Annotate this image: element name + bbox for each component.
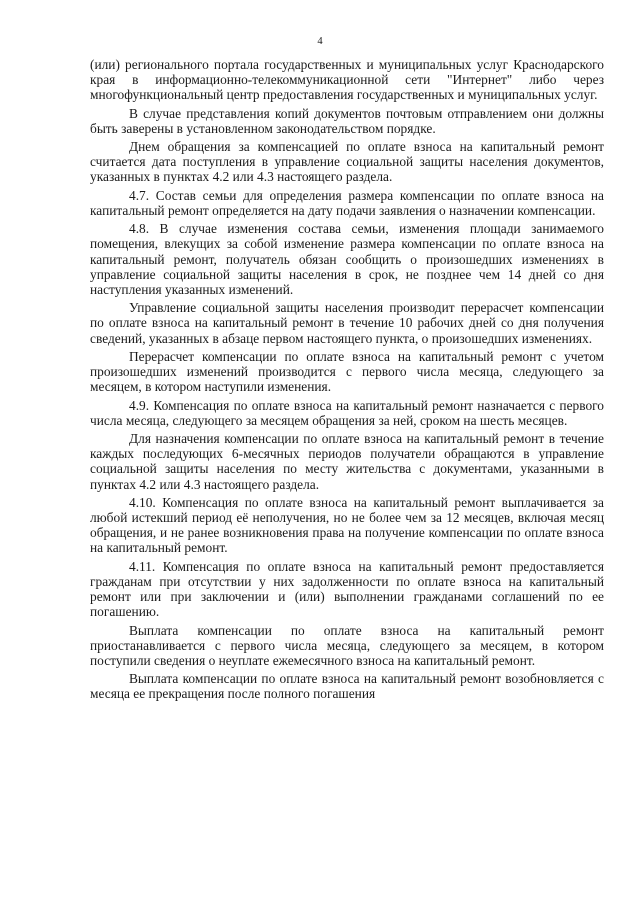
paragraph-4-9: 4.9. Компенсация по оплате взноса на капитальный ремонт назначается с первого числа месяца, следующего за месяцем обращения за ней, сроком на шесть месяцев. — [90, 397, 604, 428]
paragraph-recalculation-deadline: Управление социальной защиты населения производит перерасчет компенсации по оплате взноса на капитальный ремонт в течение 10 рабочих дней со дня получения сведений, указанных в абзаце первом настоящего пункта, о произошедших изменениях. — [90, 300, 604, 346]
paragraph-subsequent-periods: Для назначения компенсации по оплате взноса на капитальный ремонт в течение каждых последующих 6-месячных периодов получатели обращаются в управление социальной защиты населения по месту жительства с документами, указанными в пунктах 4.2 или 4.3 настоящего раздела. — [90, 431, 604, 492]
paragraph-continuation: (или) регионального портала государственных и муниципальных услуг Краснодарского края в информационно-телекоммуникационной сети "Интернет" либо через многофункциональный центр предоставления государственных и муниципальных услуг. — [90, 57, 604, 103]
paragraph-4-7: 4.7. Состав семьи для определения размера компенсации по оплате взноса на капитальный ремонт определяется на дату подачи заявления о назначении компенсации. — [90, 187, 604, 218]
page-number: 4 — [317, 36, 323, 47]
paragraph-resumption: Выплата компенсации по оплате взноса на капитальный ремонт возобновляется с месяца ее прекращения после полного погашения — [90, 671, 604, 702]
paragraph-suspension: Выплата компенсации по оплате взноса на капитальный ремонт приостанавливается с первого числа месяца, следующего за месяцем, в котором поступили сведения о неуплате ежемесячного взноса на капитальный ремонт. — [90, 622, 604, 668]
paragraph-4-10: 4.10. Компенсация по оплате взноса на капитальный ремонт выплачивается за любой истекший период её неполучения, но не более чем за 12 месяцев, включая месяц обращения, и не ранее возникновения права на получение компенсации по оплате взноса на капитальный ремонт. — [90, 494, 604, 556]
paragraph-4-11: 4.11. Компенсация по оплате взноса на капитальный ремонт предоставляется гражданам при отсутствии у них задолженности по оплате взноса на капитальный ремонт или при заключении и (или) выполнении гражданами соглашений по ее погашению. — [90, 558, 604, 620]
document-body — [90, 57, 604, 705]
paragraph-postal-copies: В случае представления копий документов почтовым отправлением они должны быть заверены в установленном законодательством порядке. — [90, 105, 604, 136]
paragraph-4-8: 4.8. В случае изменения состава семьи, изменения площади занимаемого помещения, влекущих за собой изменение размера компенсации по оплате взноса на капитальный ремонт, получатель обязан сообщить о произошедших изменениях в управление социальной защиты населения в срок, не позднее чем 14 дней со дня наступления указанных изменений. — [90, 221, 604, 297]
paragraph-application-date: Днем обращения за компенсацией по оплате взноса на капитальный ремонт считается дата поступления в управление социальной защиты населения документов, указанных в пунктах 4.2 или 4.3 настоящего раздела. — [90, 139, 604, 185]
paragraph-recalculation-start: Перерасчет компенсации по оплате взноса на капитальный ремонт с учетом произошедших изменений производится с первого числа месяца, следующего за месяцем, в котором наступили изменения. — [90, 348, 604, 395]
